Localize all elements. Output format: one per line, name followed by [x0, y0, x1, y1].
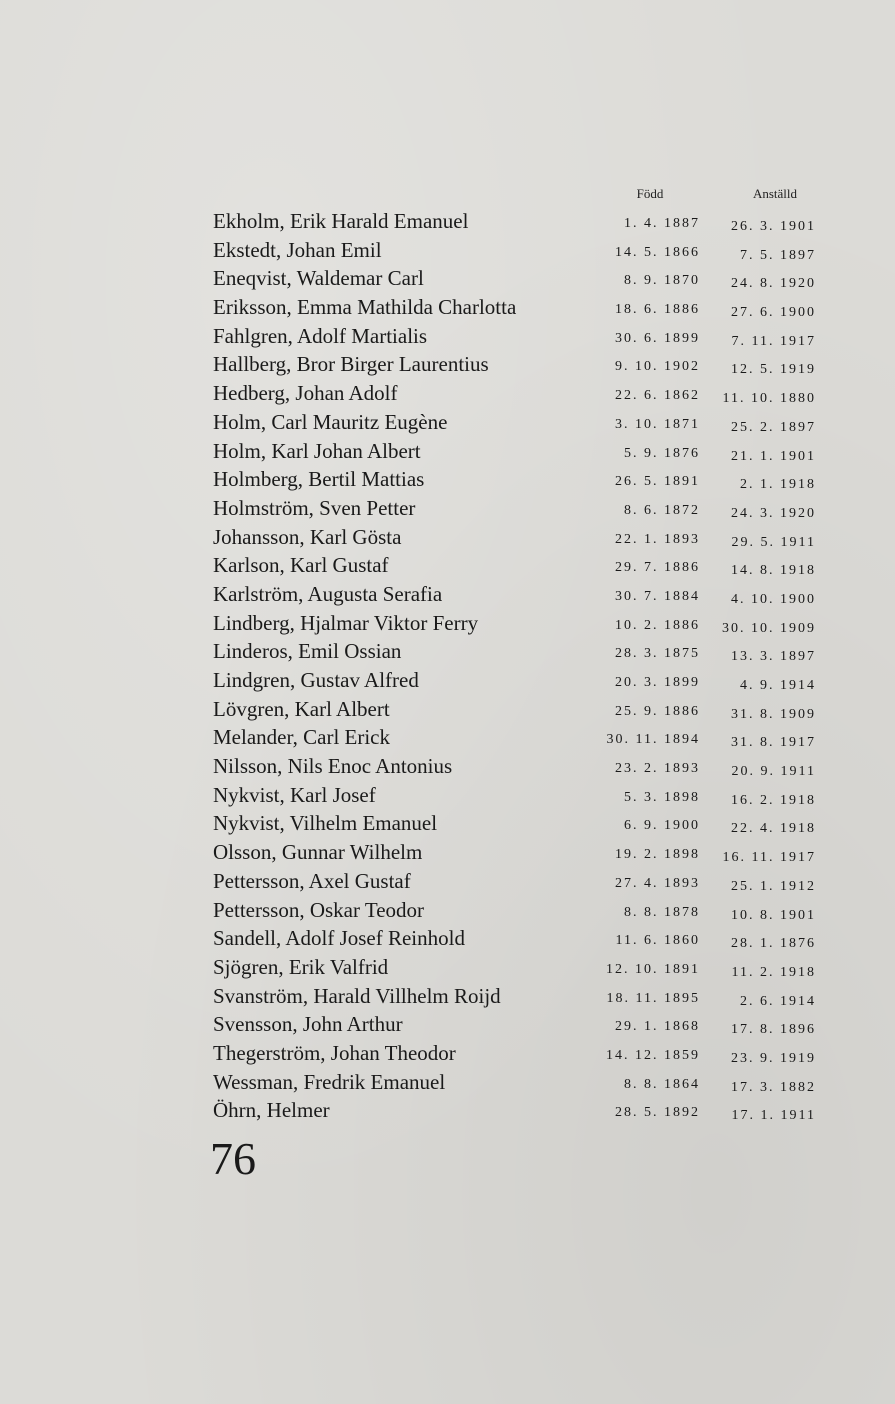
person-name: Holmberg, Bertil Mattias — [213, 467, 425, 492]
list-item — [0, 982, 895, 1011]
birth-date: 14. 12. 1859 — [606, 1047, 700, 1063]
person-name: Svensson, John Arthur — [213, 1012, 403, 1037]
list-item — [0, 437, 895, 466]
hire-date: 21. 1. 1901 — [731, 448, 816, 464]
hire-date: 13. 3. 1897 — [731, 649, 816, 665]
list-item — [0, 580, 895, 609]
list-item — [0, 494, 895, 523]
birth-date: 9. 10. 1902 — [615, 359, 700, 375]
hire-date: 17. 8. 1896 — [731, 1022, 816, 1038]
person-name: Hedberg, Johan Adolf — [213, 381, 398, 406]
birth-date: 12. 10. 1891 — [606, 961, 700, 977]
hire-date: 16. 2. 1918 — [731, 792, 816, 808]
hire-date: 12. 5. 1919 — [731, 362, 816, 378]
birth-date: 22. 6. 1862 — [615, 388, 700, 404]
birth-date: 30. 7. 1884 — [615, 588, 700, 604]
birth-date: 8. 9. 1870 — [624, 273, 700, 289]
hire-date: 11. 10. 1880 — [722, 391, 816, 407]
person-name: Eneqvist, Waldemar Carl — [213, 266, 424, 291]
hire-date: 25. 2. 1897 — [731, 419, 816, 435]
column-header-born: Född — [636, 186, 664, 201]
list-item — [0, 609, 895, 638]
person-name: Holm, Karl Johan Albert — [213, 438, 421, 463]
list-item — [0, 207, 895, 236]
person-name: Pettersson, Oskar Teodor — [213, 897, 425, 922]
list-item — [0, 322, 895, 351]
hire-date: 24. 8. 1920 — [731, 276, 816, 292]
hire-date: 16. 11. 1917 — [722, 850, 816, 866]
list-item — [0, 867, 895, 896]
person-name: Pettersson, Axel Gustaf — [213, 868, 411, 893]
list-item — [0, 293, 895, 322]
birth-date: 8. 6. 1872 — [624, 502, 700, 518]
hire-date: 2. 6. 1914 — [740, 993, 816, 1009]
list-item — [0, 695, 895, 724]
list-item — [0, 408, 895, 437]
birth-date: 1. 4. 1887 — [624, 216, 700, 231]
list-item — [0, 1068, 895, 1097]
birth-date: 20. 3. 1899 — [615, 675, 700, 690]
hire-date: 7. 11. 1917 — [731, 333, 816, 349]
person-name: Nykvist, Vilhelm Emanuel — [213, 811, 438, 836]
birth-date: 8. 8. 1878 — [624, 904, 700, 920]
list-item — [0, 236, 895, 265]
hire-date: 20. 9. 1911 — [731, 764, 816, 780]
hire-date: 29. 5. 1911 — [731, 534, 816, 550]
birth-date: 5. 9. 1876 — [624, 445, 700, 461]
list-item — [0, 896, 895, 925]
hire-date: 26. 3. 1901 — [731, 219, 816, 234]
person-name: Lindberg, Hjalmar Viktor Ferry — [213, 610, 479, 635]
birth-date: 29. 7. 1886 — [615, 560, 700, 576]
hire-date: 17. 3. 1882 — [731, 1079, 816, 1095]
hire-date: 14. 8. 1918 — [731, 563, 816, 579]
list-item — [0, 752, 895, 781]
list-item — [0, 551, 895, 580]
person-name: Fahlgren, Adolf Martialis — [213, 323, 428, 348]
hire-date: 2. 1. 1918 — [740, 477, 816, 493]
hire-date: 27. 6. 1900 — [731, 305, 816, 321]
birth-date: 19. 2. 1898 — [615, 847, 700, 863]
person-name: Olsson, Gunnar Wilhelm — [213, 840, 423, 865]
hire-date: 30. 10. 1909 — [722, 620, 816, 636]
birth-date: 18. 11. 1895 — [606, 990, 700, 1006]
birth-date: 30. 6. 1899 — [615, 330, 700, 346]
birth-date: 26. 5. 1891 — [615, 474, 700, 490]
person-name: Linderos, Emil Ossian — [213, 639, 402, 664]
birth-date: 22. 1. 1893 — [615, 531, 700, 547]
birth-date: 28. 5. 1892 — [615, 1105, 700, 1121]
hire-date: 10. 8. 1901 — [731, 907, 816, 923]
list-item — [0, 924, 895, 953]
birth-date: 28. 3. 1875 — [615, 646, 700, 662]
list-item — [0, 809, 895, 838]
person-name: Öhrn, Helmer — [213, 1098, 330, 1123]
person-name: Ekstedt, Johan Emil — [213, 237, 382, 262]
list-item — [0, 350, 895, 379]
person-name: Svanström, Harald Villhelm Roijd — [213, 983, 501, 1008]
person-name: Karlson, Karl Gustaf — [213, 553, 389, 578]
hire-date: 23. 9. 1919 — [731, 1050, 816, 1066]
person-name: Sjögren, Erik Valfrid — [213, 954, 389, 979]
birth-date: 27. 4. 1893 — [615, 875, 700, 891]
list-item — [0, 637, 895, 666]
person-name: Johansson, Karl Gösta — [213, 524, 402, 549]
page-number: 76 — [210, 1133, 256, 1184]
person-name: Melander, Carl Erick — [213, 725, 391, 750]
birth-date: 14. 5. 1866 — [615, 244, 700, 260]
list-item — [0, 666, 895, 695]
list-item — [0, 379, 895, 408]
list-item — [0, 838, 895, 867]
hire-date: 25. 1. 1912 — [731, 878, 816, 894]
birth-date: 11. 6. 1860 — [615, 933, 700, 949]
birth-date: 25. 9. 1886 — [615, 703, 700, 719]
person-name: Thegerström, Johan Theodor — [213, 1040, 456, 1065]
list-item — [0, 953, 895, 982]
birth-date: 23. 2. 1893 — [615, 761, 700, 777]
person-name: Sandell, Adolf Josef Reinhold — [213, 926, 465, 951]
hire-date: 4. 9. 1914 — [740, 678, 816, 693]
person-name: Karlström, Augusta Serafia — [213, 581, 443, 606]
hire-date: 24. 3. 1920 — [731, 505, 816, 521]
hire-date: 22. 4. 1918 — [731, 821, 816, 837]
list-item — [0, 523, 895, 552]
list-item — [0, 723, 895, 752]
list-item — [0, 264, 895, 293]
person-name: Nilsson, Nils Enoc Antonius — [213, 754, 453, 779]
list-item — [0, 1039, 895, 1068]
birth-date: 3. 10. 1871 — [615, 416, 700, 432]
column-header-hired: Anställd — [752, 186, 798, 201]
hire-date: 4. 10. 1900 — [731, 591, 816, 607]
birth-date: 18. 6. 1886 — [615, 302, 700, 318]
person-name: Holmström, Sven Petter — [213, 495, 416, 520]
list-item — [0, 1096, 895, 1125]
person-name: Eriksson, Emma Mathilda Charlotta — [213, 295, 517, 320]
birth-date: 10. 2. 1886 — [615, 617, 700, 633]
list-item — [0, 1010, 895, 1039]
person-name: Ekholm, Erik Harald Emanuel — [213, 209, 469, 233]
hire-date: 28. 1. 1876 — [731, 936, 816, 952]
list-item — [0, 465, 895, 494]
birth-date: 8. 8. 1864 — [624, 1076, 700, 1092]
birth-date: 6. 9. 1900 — [624, 818, 700, 834]
personnel-list — [0, 207, 895, 1125]
person-name: Nykvist, Karl Josef — [213, 782, 376, 807]
person-name: Lindgren, Gustav Alfred — [213, 668, 419, 692]
list-item — [0, 781, 895, 810]
person-name: Hallberg, Bror Birger Laurentius — [213, 352, 489, 377]
birth-date: 5. 3. 1898 — [624, 789, 700, 805]
person-name: Wessman, Fredrik Emanuel — [213, 1069, 446, 1094]
person-name: Lövgren, Karl Albert — [213, 696, 390, 721]
hire-date: 17. 1. 1911 — [731, 1108, 816, 1124]
hire-date: 31. 8. 1909 — [731, 706, 816, 722]
birth-date: 29. 1. 1868 — [615, 1019, 700, 1035]
person-name: Holm, Carl Mauritz Eugène — [213, 409, 448, 434]
hire-date: 11. 2. 1918 — [731, 964, 816, 980]
hire-date: 7. 5. 1897 — [740, 247, 816, 263]
hire-date: 31. 8. 1917 — [731, 735, 816, 751]
birth-date: 30. 11. 1894 — [606, 732, 700, 748]
